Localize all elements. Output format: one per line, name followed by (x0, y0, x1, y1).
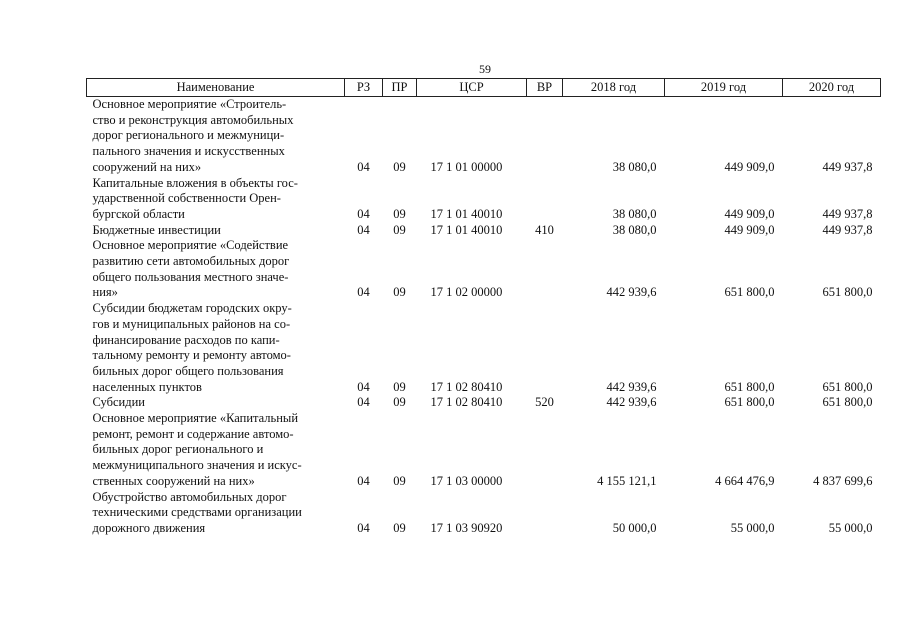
row-vr (527, 490, 563, 537)
row-2019: 55 000,0 (730, 520, 775, 535)
header-row (87, 79, 881, 97)
row-rz: 04 (357, 520, 370, 535)
row-pr: 09 (393, 206, 406, 221)
table-row (87, 223, 881, 239)
row-csr: 17 1 01 00000 (430, 159, 503, 174)
row-2020: 449 937,8 (822, 222, 873, 237)
table-row (87, 238, 881, 301)
row-vr (527, 301, 563, 395)
row-2020: 651 800,0 (822, 285, 873, 300)
table-row (87, 176, 881, 223)
row-pr: 09 (393, 379, 406, 394)
row-rz: 04 (357, 473, 370, 488)
table-row (87, 411, 881, 490)
header-name: Наименование (87, 79, 345, 97)
row-csr: 17 1 03 90920 (430, 520, 503, 535)
row-rz: 04 (357, 285, 370, 300)
table-body (87, 97, 881, 537)
row-2018: 50 000,0 (612, 520, 657, 535)
row-2019: 651 800,0 (724, 379, 775, 394)
row-pr: 09 (393, 285, 406, 300)
header-vr: ВР (527, 79, 563, 97)
row-rz: 04 (357, 159, 370, 174)
header-2018: 2018 год (563, 79, 665, 97)
row-2020: 55 000,0 (828, 520, 873, 535)
header-2019: 2019 год (665, 79, 783, 97)
row-rz: 04 (357, 222, 370, 237)
row-2018: 38 080,0 (612, 206, 657, 221)
row-2019: 449 909,0 (724, 206, 775, 221)
header-rz: РЗ (345, 79, 383, 97)
budget-table (86, 78, 881, 537)
row-2019: 449 909,0 (724, 159, 775, 174)
row-pr: 09 (393, 159, 406, 174)
row-csr: 17 1 01 40010 (430, 222, 503, 237)
row-2019: 4 664 476,9 (715, 473, 775, 488)
row-2018: 442 939,6 (606, 379, 657, 394)
page-number: 59 (479, 62, 491, 76)
row-name: Основное мероприятие «Строитель- ство и реконструкция автомобильных дорог регионального и межмуници- пального значения и искусственных сооружений на них» (92, 97, 294, 174)
row-2020: 651 800,0 (822, 379, 873, 394)
row-2018: 38 080,0 (612, 159, 657, 174)
row-csr: 17 1 02 00000 (430, 285, 503, 300)
table-row (87, 301, 881, 395)
row-vr: 520 (535, 395, 554, 410)
row-2018: 4 155 121,1 (597, 473, 657, 488)
header-pr: ПР (383, 79, 417, 97)
row-csr: 17 1 03 00000 (430, 473, 503, 488)
row-2018: 442 939,6 (606, 285, 657, 300)
row-2018: 442 939,6 (606, 395, 657, 410)
row-2019: 651 800,0 (724, 285, 775, 300)
row-rz: 04 (357, 206, 370, 221)
row-2020: 449 937,8 (822, 159, 873, 174)
table-row (87, 490, 881, 537)
row-rz: 04 (357, 395, 370, 410)
row-name: Капитальные вложения в объекты гос- ударственной собственности Орен- бургской области (92, 175, 298, 221)
table-row (87, 395, 881, 411)
row-name: Субсидии бюджетам городских окру- гов и муниципальных районов на со- финансирование расходов по капи- тальному ремонту и ремонту автомо- бильных дорог общего пользования населенных пунктов (92, 301, 292, 394)
row-pr: 09 (393, 395, 406, 410)
row-name: Субсидии (92, 395, 145, 410)
row-name: Основное мероприятие «Содействие развитию сети автомобильных дорог общего пользования местного значе- ния» (92, 238, 290, 300)
row-vr (527, 238, 563, 301)
row-csr: 17 1 02 80410 (430, 379, 503, 394)
row-2019: 651 800,0 (724, 395, 775, 410)
header-2020: 2020 год (783, 79, 881, 97)
row-vr: 410 (535, 222, 554, 237)
row-name: Основное мероприятие «Капитальный ремонт, ремонт и содержание автомо- бильных дорог регионального и межмуниципального значения и искус- ственных сооружений на них» (92, 411, 302, 488)
table-row (87, 97, 881, 176)
row-name: Обустройство автомобильных дорог техническими средствами организации дорожного движения (92, 489, 302, 535)
row-pr: 09 (393, 520, 406, 535)
row-name: Бюджетные инвестиции (92, 222, 221, 237)
table-header (87, 79, 881, 97)
row-csr: 17 1 02 80410 (430, 395, 503, 410)
row-vr (527, 97, 563, 176)
row-2018: 38 080,0 (612, 222, 657, 237)
row-2019: 449 909,0 (724, 222, 775, 237)
row-pr: 09 (393, 222, 406, 237)
row-rz: 04 (357, 379, 370, 394)
row-vr (527, 411, 563, 490)
row-pr: 09 (393, 473, 406, 488)
row-csr: 17 1 01 40010 (430, 206, 503, 221)
header-csr: ЦСР (417, 79, 527, 97)
row-2020: 449 937,8 (822, 206, 873, 221)
row-2020: 651 800,0 (822, 395, 873, 410)
row-vr (527, 176, 563, 223)
row-2020: 4 837 699,6 (813, 473, 873, 488)
